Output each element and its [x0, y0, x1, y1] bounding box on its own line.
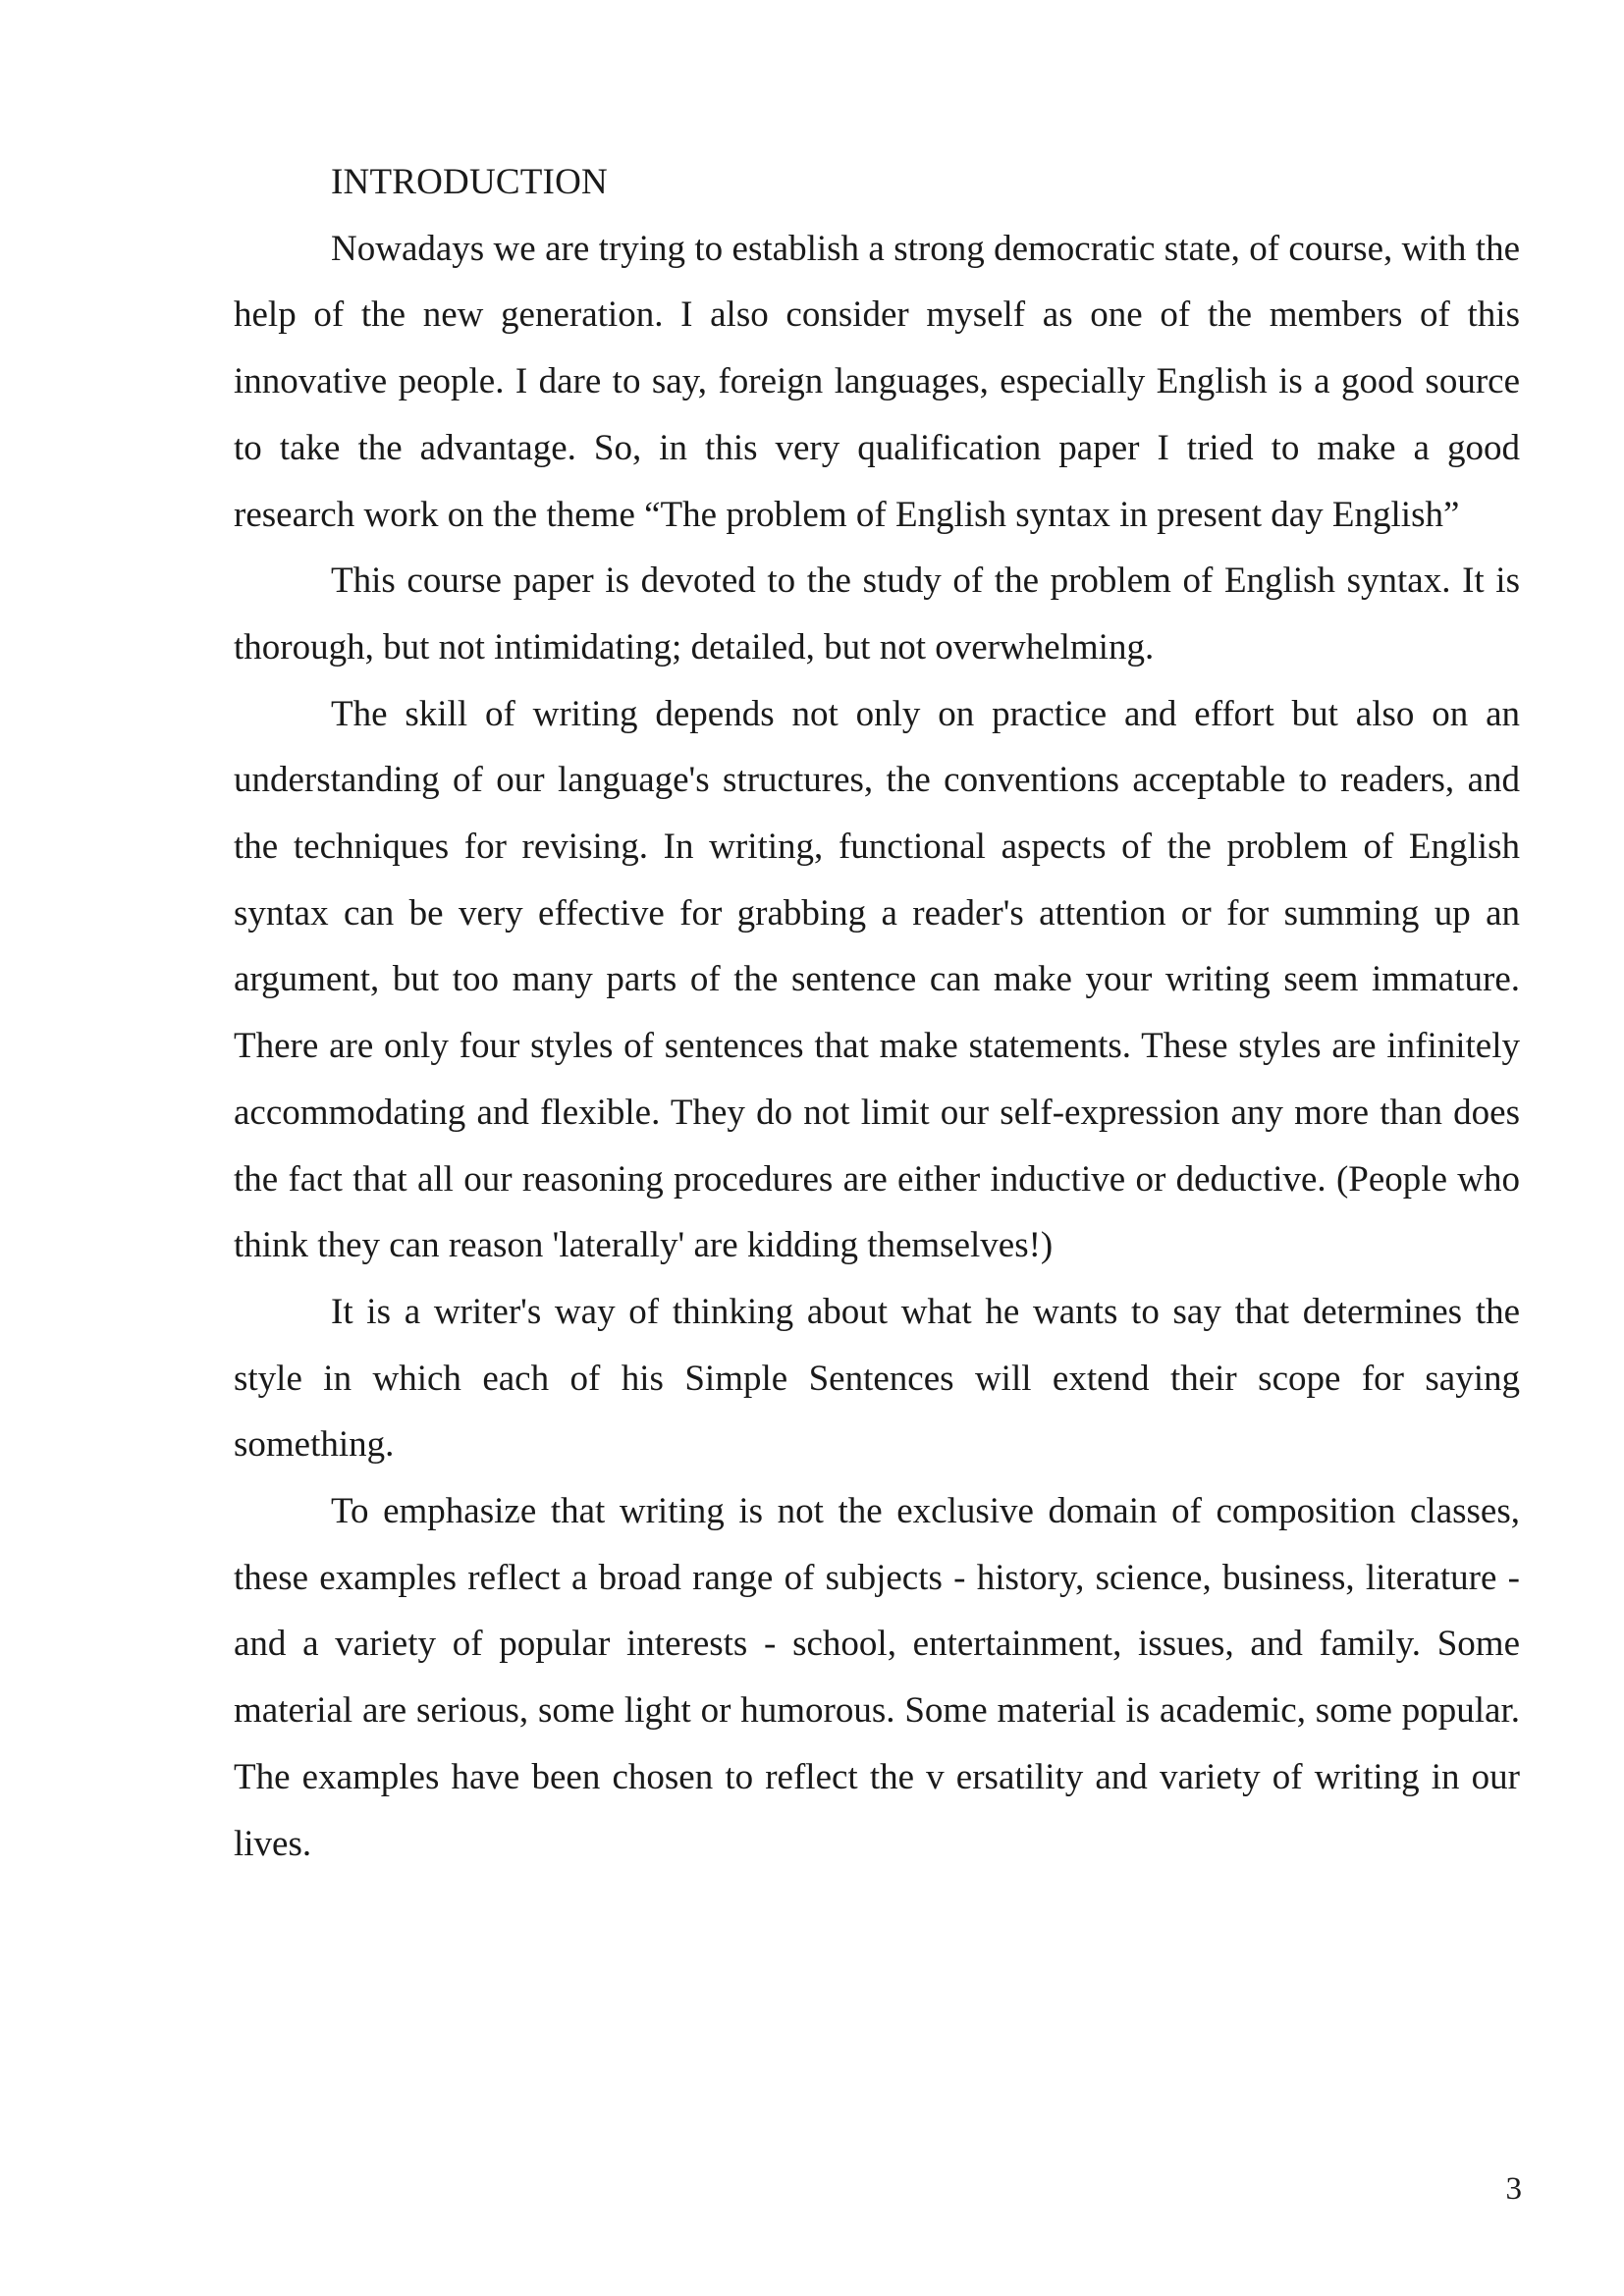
page-number: 3: [1505, 2171, 1522, 2207]
paragraph-4: It is a writer's way of thinking about what he wants to say that determines the style in which each of his Simple Sentences will extend their scope for saying something.: [234, 1291, 1520, 1466]
paragraph-3: The skill of writing depends not only on practice and effort but also on an understanding of our language's structures, the conventions acceptable to readers, and the techniques for revising. In writing, functional aspects of the problem of English syntax can be very effective for grabbing a reader's attention or for summing up an argument, but too many parts of the sentence can make your writing seem immature. There are only four styles of sentences that make statements. These styles are infinitely accommodating and flexible. They do not limit our self-expression any more than does the fact that all our reasoning procedures are either inductive or deductive. (People who think they can reason 'laterally' are kidding themselves!): [234, 693, 1520, 1266]
paragraph-5: To emphasize that writing is not the exclusive domain of composition classes, these examples reflect a broad range of subjects - history, science, business, literature - and a variety of popular interests - school, entertainment, issues, and family. Some material are serious, some light or humorous. Some material is academic, some popular. The examples have been chosen to reflect the v ersatility and variety of writing in our lives.: [234, 1491, 1520, 1864]
page-content: [234, 149, 1520, 1877]
section-heading: INTRODUCTION: [331, 162, 608, 202]
paragraph-1: Nowadays we are trying to establish a strong democratic state, of course, with the help of the new generation. I also consider myself as one of the members of this innovative people. I dare to say, foreign languages, especially English is a good source to take the advantage. So, in this very qualification paper I tried to make a good research work on the theme “The problem of English syntax in present day English”: [234, 228, 1520, 535]
paragraph-2: This course paper is devoted to the study of the problem of English syntax. It is thorough, but not intimidating; detailed, but not overwhelming.: [234, 561, 1520, 667]
